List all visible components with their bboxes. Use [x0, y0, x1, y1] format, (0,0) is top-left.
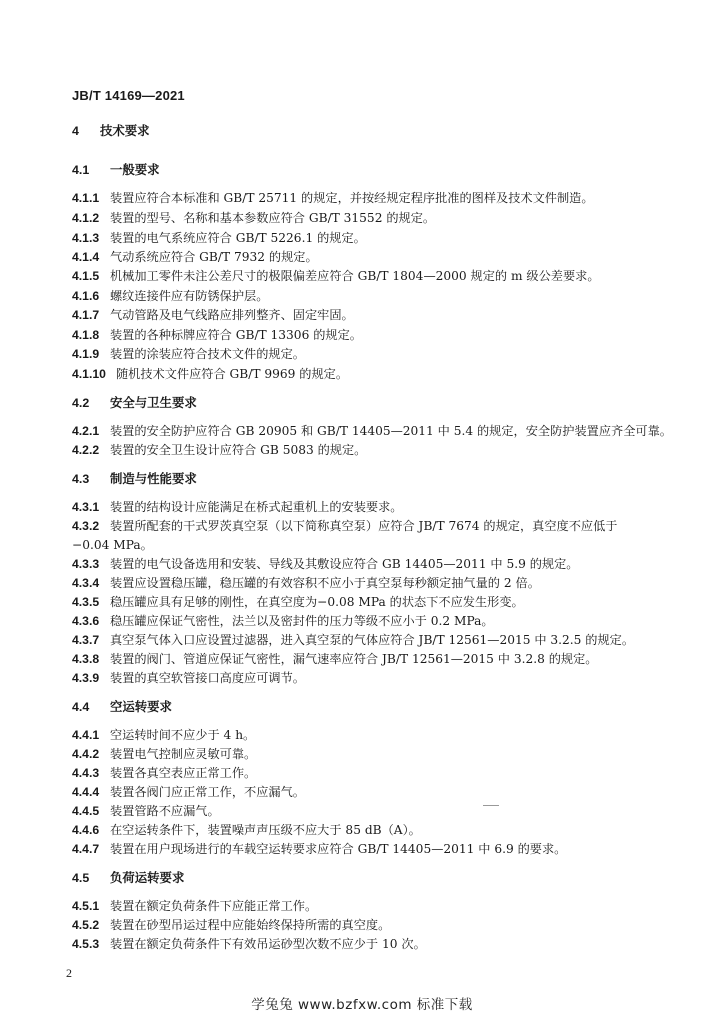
chapter-number: 4 [72, 124, 79, 138]
chapter-title: 技术要求 [100, 123, 150, 138]
clause: 4.4.2 装置电气控制应灵敏可靠。 [72, 747, 257, 761]
clause: 4.1.3 装置的电气系统应符合 GB/T 5226.1 的规定。 [72, 231, 366, 245]
clause: 4.4.5 装置管路不应漏气。 [72, 804, 220, 818]
section-heading: 4.3 制造与性能要求 [72, 471, 197, 486]
clause: 4.5.2 装置在砂型吊运过程中应能始终保持所需的真空度。 [72, 918, 391, 932]
clause: 4.4.3 装置各真空表应正常工作。 [72, 766, 257, 780]
clause-continuation: −0.04 MPa。 [72, 538, 153, 552]
clause: 4.5.1 装置在额定负荷条件下应能正常工作。 [72, 899, 318, 913]
footer-watermark: 学兔兔 www.bzfxw.com 标准下载 [251, 997, 473, 1013]
clause: 4.1.8 装置的各种标牌应符合 GB/T 13306 的规定。 [72, 328, 362, 342]
clause: 4.4.4 装置各阀门应正常工作，不应漏气。 [72, 785, 305, 799]
clause: 4.1.1 装置应符合本标准和 GB/T 25711 的规定，并按经规定程序批准的图样及技术文件制造。 [72, 191, 594, 205]
clause: 4.3.7 真空泵气体入口应设置过滤器，进入真空泵的气体应符合 JB/T 12561—2015 中 3.2.5 的规定。 [72, 633, 635, 647]
section-heading: 4.1 一般要求 [72, 162, 160, 177]
clause: 4.1.4 气动系统应符合 GB/T 7932 的规定。 [72, 250, 318, 264]
clause: 4.1.9 装置的涂装应符合技术文件的规定。 [72, 347, 305, 361]
clause: 4.3.6 稳压罐应保证气密性，法兰以及密封件的压力等级不应小于 0.2 MPa。 [72, 614, 494, 628]
clause: 4.1.2 装置的型号、名称和基本参数应符合 GB/T 31552 的规定。 [72, 211, 436, 225]
clause: 4.3.5 稳压罐应具有足够的刚性，在真空度为−0.08 MPa 的状态下不应发生形变。 [72, 595, 524, 609]
clause: 4.2.1 装置的安全防护应符合 GB 20905 和 GB/T 14405—2011 中 5.4 的规定，安全防护装置应齐全可靠。 [72, 424, 672, 438]
section-heading: 4.2 安全与卫生要求 [72, 395, 197, 410]
clause: 4.4.7 装置在用户现场进行的车载空运转要求应符合 GB/T 14405—2011 中 6.9 的要求。 [72, 842, 567, 856]
clause: 4.1.5 机械加工零件未注公差尺寸的极限偏差应符合 GB/T 1804—2000 规定的 m 级公差要求。 [72, 269, 600, 283]
clause: 4.3.2 装置所配套的干式罗茨真空泵（以下简称真空泵）应符合 JB/T 7674 的规定，真空度不应低于 [72, 519, 618, 533]
chapter-heading [72, 123, 664, 139]
page-number: 2 [66, 966, 72, 980]
clause: 4.2.2 装置的安全卫生设计应符合 GB 5083 的规定。 [72, 443, 367, 457]
section-heading: 4.4 空运转要求 [72, 699, 172, 714]
section-heading: 4.5 负荷运转要求 [72, 870, 185, 885]
clause: 4.1.6 螺纹连接件应有防锈保护层。 [72, 289, 269, 303]
clause: 4.3.3 装置的电气设备选用和安装、导线及其敷设应符合 GB 14405—2011 中 5.9 的规定。 [72, 557, 579, 571]
clause: 4.5.3 装置在额定负荷条件下有效吊运砂型次数不应少于 10 次。 [72, 937, 426, 951]
clause: 4.4.6 在空运转条件下，装置噪声声压级不应大于 85 dB（A）。 [72, 823, 421, 837]
standard-code: JB/T 14169—2021 [72, 88, 185, 103]
clause: 4.4.1 空运转时间不应少于 4 h。 [72, 728, 256, 742]
clause: 4.1.10 随机技术文件应符合 GB/T 9969 的规定。 [72, 367, 349, 381]
scan-artifact-divider [483, 805, 499, 806]
clause: 4.3.9 装置的真空软管接口高度应可调节。 [72, 671, 305, 685]
clause: 4.1.7 气动管路及电气线路应排列整齐、固定牢固。 [72, 308, 354, 322]
clause: 4.3.8 装置的阀门、管道应保证气密性，漏气速率应符合 JB/T 12561—2015 中 3.2.8 的规定。 [72, 652, 598, 666]
clause: 4.3.4 装置应设置稳压罐，稳压罐的有效容积不应小于真空泵每秒额定抽气量的 2 倍。 [72, 576, 540, 590]
clause: 4.3.1 装置的结构设计应能满足在桥式起重机上的安装要求。 [72, 500, 403, 514]
